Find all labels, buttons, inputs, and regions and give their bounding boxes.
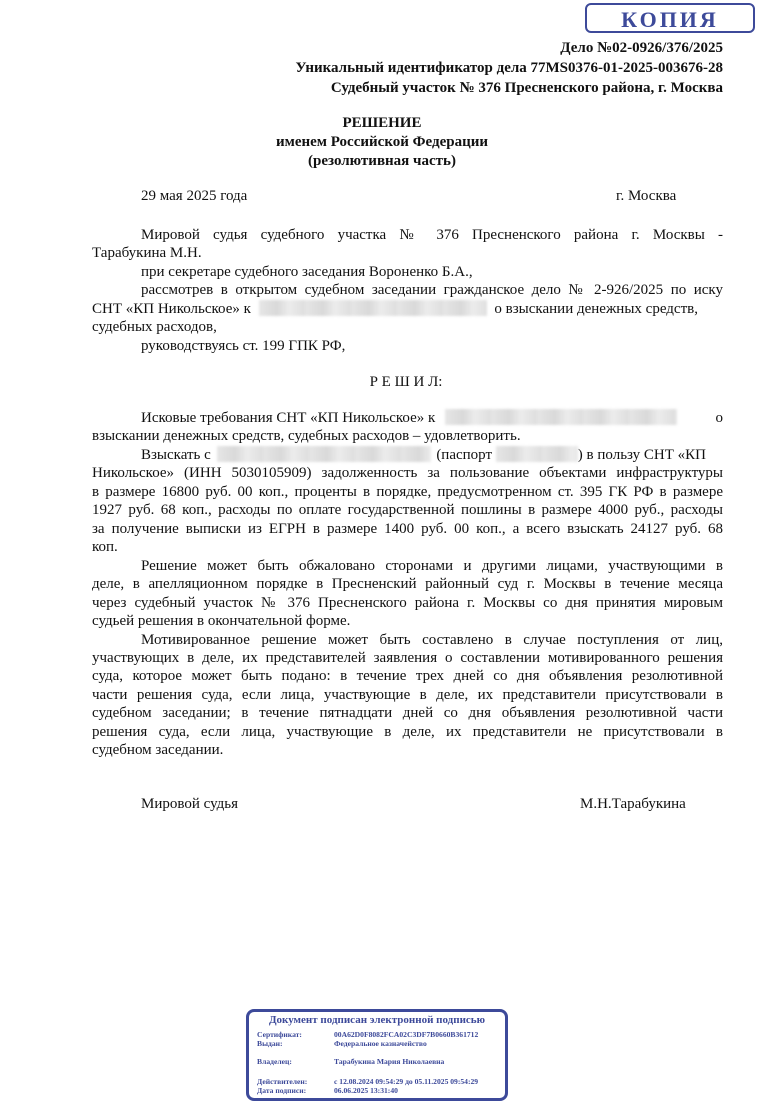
copy-stamp: КОПИЯ (585, 3, 755, 33)
e-signature-stamp (246, 1009, 508, 1101)
reasoned-line2: участвующих в деле, их представителей заявления о составлении мотивированного решения (92, 650, 723, 666)
intro-claim-pre: СНТ «КП Никольское» к (92, 301, 251, 317)
e-signature-cert (257, 1030, 478, 1039)
e-signature-issued-value: Федеральное казначейство (334, 1039, 427, 1048)
e-signature-owner-label: Владелец: (257, 1057, 292, 1066)
body-claims-line2: взыскании денежных средств, судебных расходов – удовлетворить. (92, 428, 521, 444)
reasoned-line7: судебном заседании. (92, 742, 224, 758)
reasoned-line6: решения суда, если лица, участвующие в деле, их представители не присутствовали в (92, 724, 723, 740)
appeal-line2: деле, в апелляционном порядке в Пресненский районный суд г. Москвы в течение месяца (92, 576, 723, 592)
case-uid: Уникальный идентификатор дела 77MS0376-01-2025-003676-28 (295, 60, 723, 76)
e-signature-cert-value: 00A62D0F8082FCA02C3DF7B0660B361712 (334, 1030, 479, 1039)
intro-claim-line (92, 300, 723, 319)
e-signature-date (257, 1086, 398, 1095)
reasoned-line1: Мотивированное решение может быть составлено в случае поступления от лиц, (141, 632, 723, 648)
body-recover-mid: (паспорт (436, 447, 493, 463)
doc-title: РЕШЕНИЕ (342, 115, 422, 131)
body-recover-line (141, 446, 723, 465)
e-signature-title: Документ подписан электронной подписью (268, 1014, 486, 1026)
appeal-line1: Решение может быть обжаловано сторонами и другими лицами, участвующими в (141, 558, 723, 574)
e-signature-valid (257, 1077, 478, 1086)
signature-name: М.Н.Тарабукина (580, 796, 686, 812)
e-signature-valid-label: Действителен: (257, 1077, 308, 1086)
intro-judge: Мировой судья судебного участка № 376 Пресненского района г. Москвы - (141, 227, 723, 243)
redacted-name (259, 300, 487, 316)
body-claims-post: о (715, 410, 723, 426)
decision-date: 29 мая 2025 года (141, 188, 248, 204)
redacted-name (217, 446, 431, 462)
doc-subtitle-2: (резолютивная часть) (308, 153, 456, 169)
e-signature-date-value: 06.06.2025 13:31:40 (334, 1086, 398, 1095)
reasoned-line5: судебном заседании; в течение пятнадцати дней со дня объявления резолютивной части (92, 705, 723, 721)
body-recover-line3: в размере 16800 руб. 00 коп., проценты в порядке, предусмотренном ст. 395 ГК РФ в размере (92, 484, 723, 500)
body-recover-pre: Взыскать с (141, 447, 211, 463)
body-recover-line6: коп. (92, 539, 118, 555)
reasoned-line4: части решения суда, если лица, участвующие в деле, их представители присутствовали в (92, 687, 723, 703)
appeal-line4: судьей решения в окончательной форме. (92, 613, 351, 629)
redacted-name (445, 409, 677, 425)
e-signature-issued-label: Выдан: (257, 1039, 283, 1048)
intro-costs: судебных расходов, (92, 319, 217, 335)
appeal-line3: через судебный участок № 376 Пресненского района г. Москвы со дня принятия мировым (92, 595, 723, 611)
resolved-heading: Р Е Ш И Л: (369, 374, 443, 390)
case-number: Дело №02-0926/376/2025 (560, 40, 723, 56)
body-recover-line5: за получение выписки из ЕГРН в размере 1400 руб. 00 коп., а всего взыскать 24127 руб. 68 (92, 521, 723, 537)
court-name: Судебный участок № 376 Пресненского района, г. Москва (330, 80, 723, 96)
body-claims-pre: Исковые требования СНТ «КП Никольское» к (141, 410, 436, 426)
intro-secretary: при секретаре судебного заседания Вороненко Б.А., (141, 264, 473, 280)
e-signature-owner (257, 1057, 444, 1066)
e-signature-issued (257, 1039, 427, 1048)
body-recover-post: ) в пользу СНТ «КП (577, 447, 706, 463)
e-signature-cert-label: Сертификат: (257, 1030, 302, 1039)
body-recover-line2: Никольское» (ИНН 5030105909) задолженность за пользование объектами инфраструктуры (92, 465, 723, 481)
intro-judge-name: Тарабукина М.Н. (92, 245, 202, 261)
decision-city: г. Москва (616, 188, 677, 204)
e-signature-date-label: Дата подписи: (257, 1086, 307, 1095)
body-recover-line4: 1927 руб. 68 коп., расходы по оплате государственной пошлины в размере 4000 руб., расходы (92, 502, 723, 518)
intro-claim-post: о взыскании денежных средств, (494, 301, 698, 317)
body-claims-line (141, 409, 723, 428)
intro-basis: руководствуясь ст. 199 ГПК РФ, (141, 338, 346, 354)
e-signature-valid-value: с 12.08.2024 09:54:29 до 05.11.2025 09:54:29 (334, 1077, 479, 1086)
redacted-passport (496, 446, 578, 462)
intro-case: рассмотрев в открытом судебном заседании гражданское дело № 2-926/2025 по иску (141, 282, 723, 298)
e-signature-owner-value: Тарабукина Мария Николаевна (334, 1057, 445, 1066)
reasoned-line3: суда, которое может быть подано: в течение трех дней со дня объявления резолютивной (92, 668, 723, 684)
signature-role: Мировой судья (141, 796, 239, 812)
doc-subtitle: именем Российской Федерации (275, 134, 489, 150)
